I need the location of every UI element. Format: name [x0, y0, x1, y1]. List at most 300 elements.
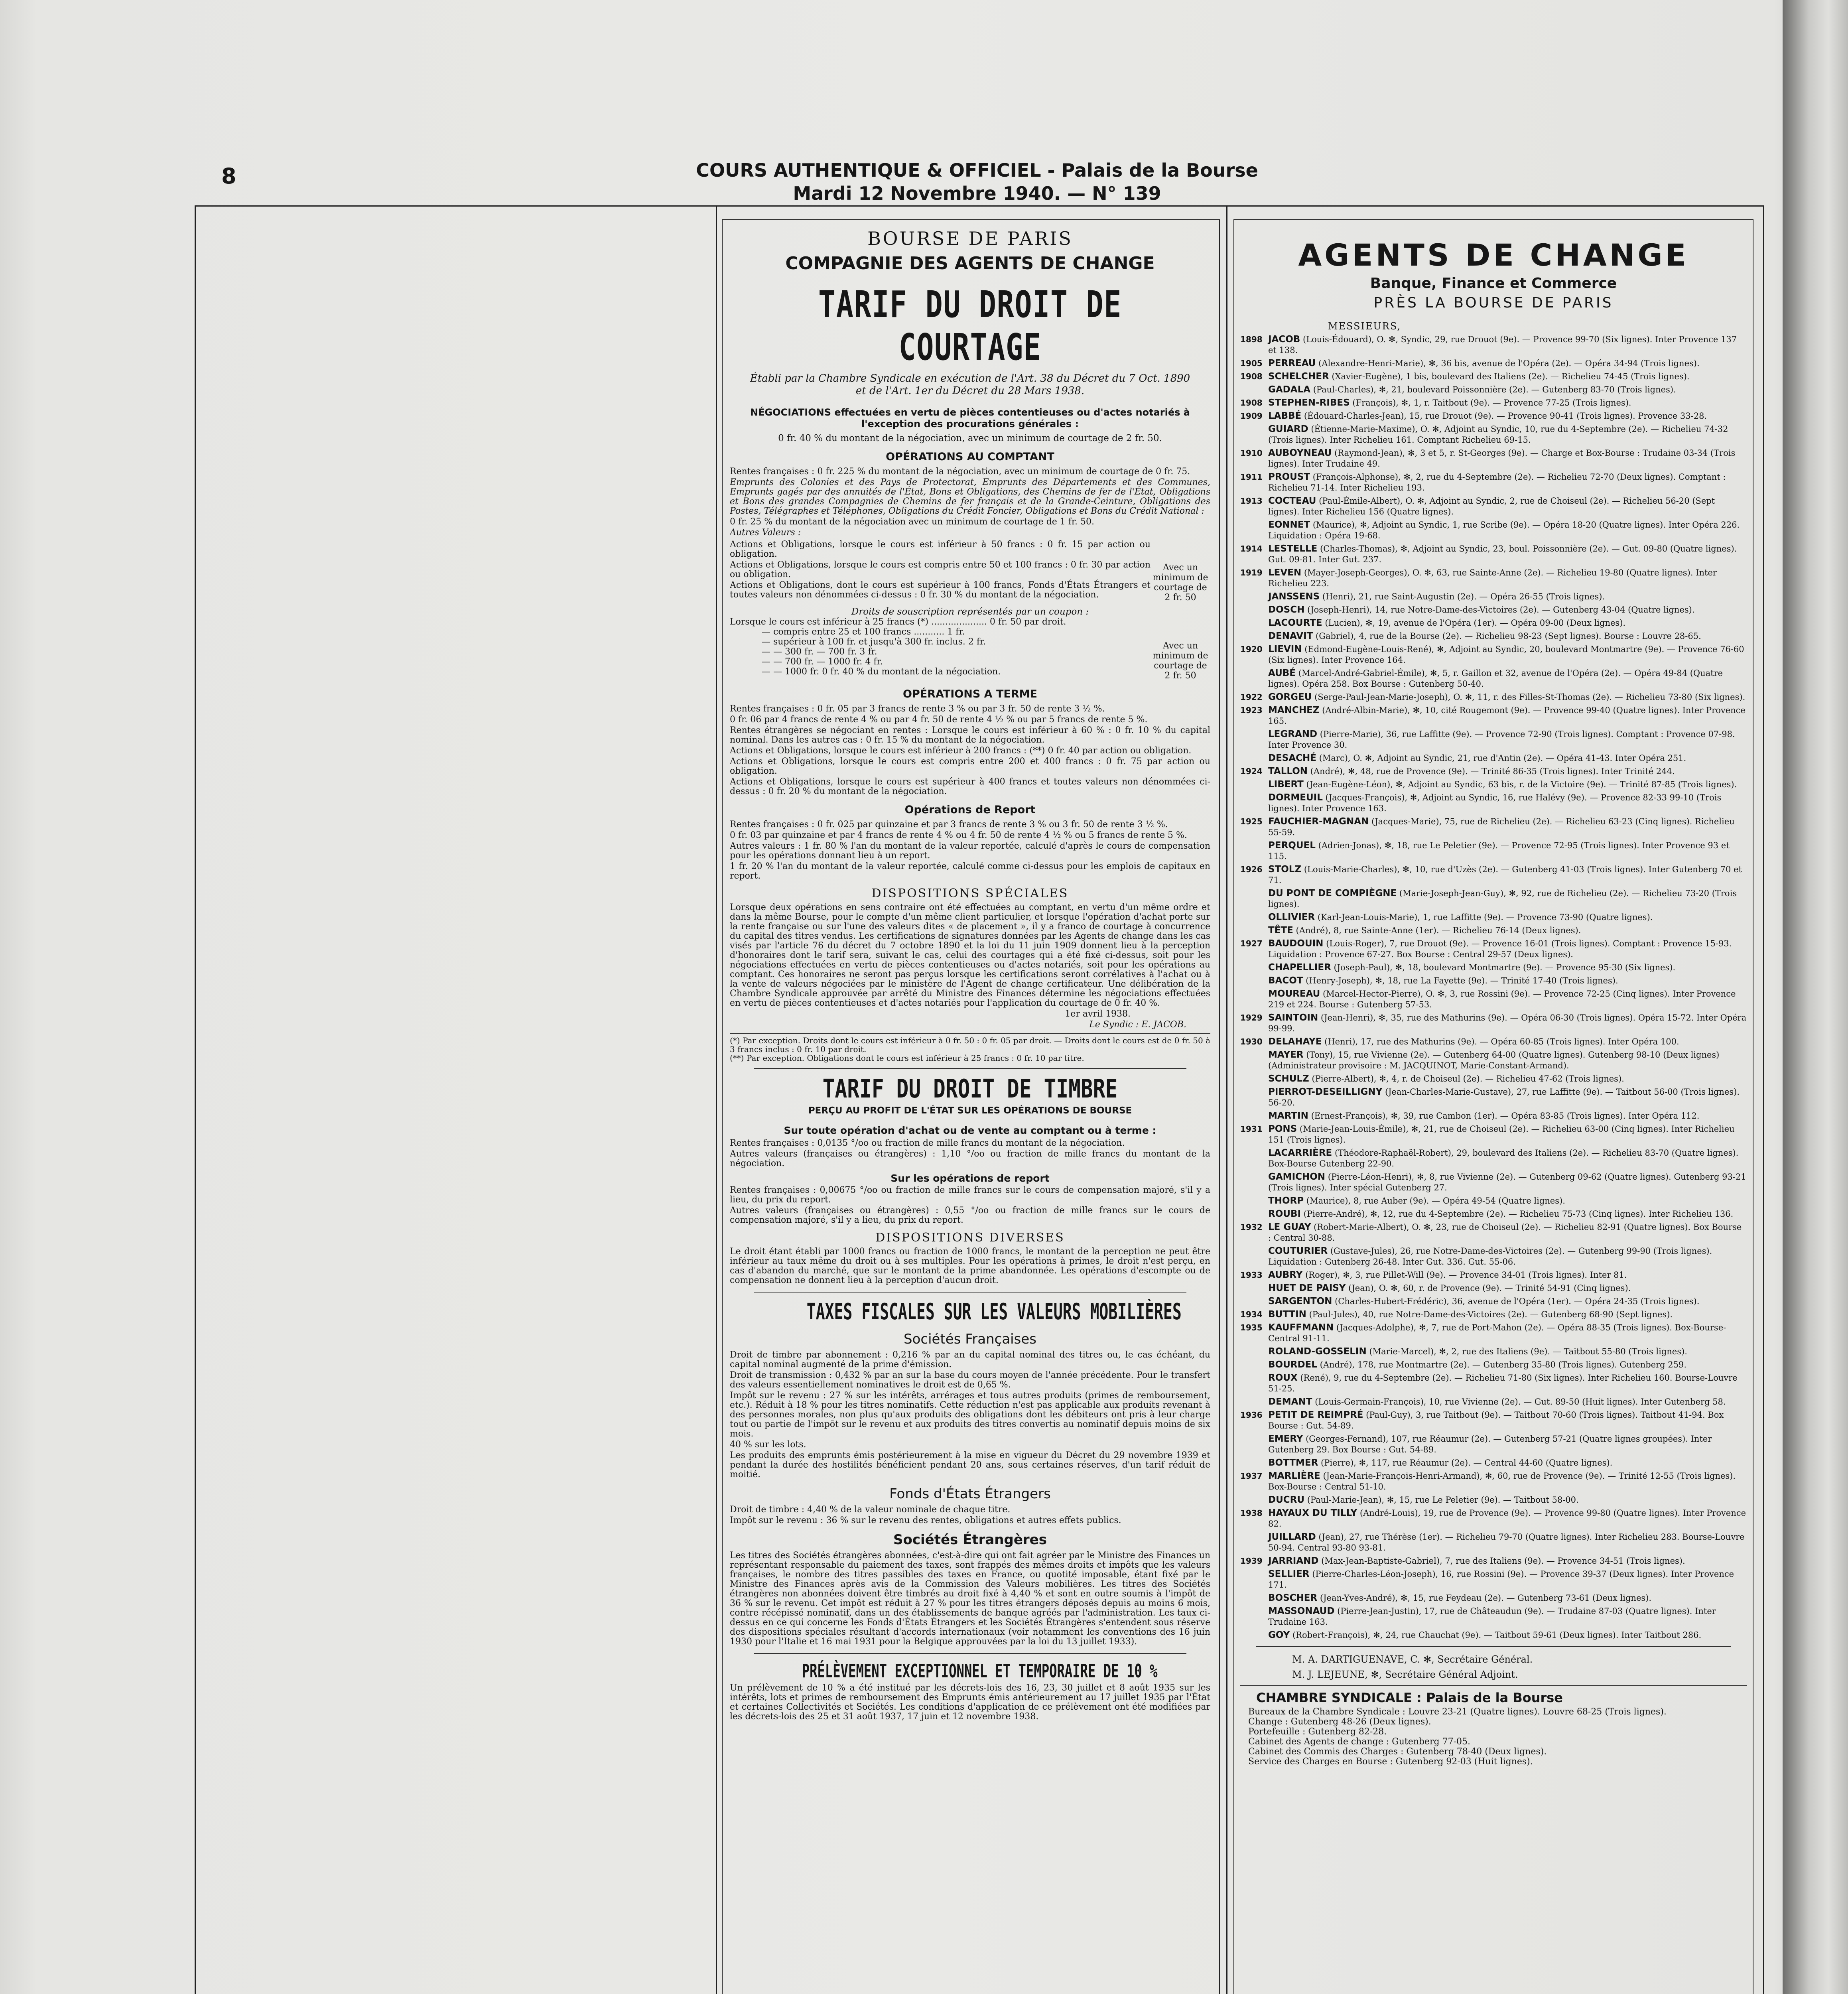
timbre-h1: Sur toute opération d'achat ou de vente au comptant ou à terme :	[784, 1125, 1156, 1136]
agent-details: (Jean-Yves-André), ✻, 15, rue Feydeau (2e). — Gutenberg 73-61 (Deux lignes).	[1320, 1593, 1652, 1603]
prelevement-text: Un prélèvement de 10 % a été institué par les décrets-lois des 16, 23, 30 juillet et 8 août 1935 sur les intérêts, lots et primes de remboursement des Emprunts émis antérieurement au 17 juillet 1935 par l'État et certaines Collectivités et Sociétés. Les conditions d'application de ce prélèvement ont été modifiées par les décrets-lois des 25 et 31 août 1937, 17 juin et 12 novembre 1938.	[730, 1683, 1210, 1722]
agent-year: 1939	[1240, 1556, 1263, 1566]
agent-entry	[1240, 1593, 1747, 1604]
comptant-p6: Actions et Obligations, lorsque le cours est compris entre 50 et 100 francs : 0 fr. 30 par action ou obligation.	[730, 560, 1151, 579]
comptant-p2: Emprunts des Colonies et des Pays de Protectorat, Emprunts des Départements et des Communes, Emprunts gagés par des annuités de l'État, Bons et Obligations, des Chemins de fer de l'État, Obligations et Bons des grandes Compagnies de Chemins de fer français et de la Grande-Ceinture, Obligations des Postes, Télégraphes et Téléphones, Obligations du Crédit Foncier, Obligations et Bons du Crédit National :	[730, 477, 1210, 516]
agent-details: (Raymond-Jean), ✻, 3 et 5, r. St-Georges (9e). — Charge et Box-Bourse : Trudaine 03-34 (Trois lignes). Inter Trudaine 49.	[1268, 448, 1736, 469]
agent-entry	[1240, 1036, 1747, 1047]
agent-name: SARGENTON	[1268, 1296, 1332, 1306]
agent-details: (Paul-Guy), 3, rue Taitbout (9e). — Taitbout 70-60 (Trois lignes). Taitbout 41-94. Box Bourse : Gut. 54-89.	[1268, 1410, 1724, 1430]
agent-year: 1929	[1240, 1013, 1263, 1023]
agent-name: MARTIN	[1268, 1111, 1308, 1121]
agent-details: (André-Albin-Marie), ✻, 10, cité Rougemont (9e). — Provence 99-40 (Quatre lignes). Inter Provence 165.	[1268, 705, 1746, 726]
agent-name: ROUX	[1268, 1373, 1298, 1383]
coupon-rows	[730, 617, 1151, 681]
agent-year: 1938	[1240, 1508, 1263, 1518]
negociations-heading: NÉGOCIATIONS effectuées en vertu de pièces contentieuses ou d'actes notariés à l'exception des procurations générales :	[750, 407, 1190, 430]
agent-entry	[1240, 705, 1747, 727]
agent-entry	[1240, 840, 1747, 862]
agent-details: (François), ✻, 1, r. Taitbout (9e). — Provence 77-25 (Trois lignes).	[1352, 398, 1631, 408]
coupon-group	[730, 617, 1210, 681]
agent-year: 1932	[1240, 1222, 1263, 1232]
right-column	[1240, 225, 1747, 1994]
agent-entry	[1240, 1209, 1747, 1220]
agent-name: GUIARD	[1268, 424, 1308, 434]
agent-details: (Louis-Édouard), O. ✻, Syndic, 29, rue Drouot (9e). — Provence 99-70 (Six lignes). Inter Provence 137 et 138.	[1268, 335, 1737, 355]
agent-name: DORMEUIL	[1268, 792, 1323, 803]
agent-entry	[1240, 1397, 1747, 1407]
chambre-syndicale-title: CHAMBRE SYNDICALE : Palais de la Bourse	[1256, 1690, 1563, 1705]
agent-entry	[1240, 371, 1747, 382]
agent-entry	[1240, 1270, 1747, 1281]
agent-details: (Jacques-François), ✻, Adjoint au Syndic, 16, rue Halévy (9e). — Provence 82-33 99-10 (Trois lignes). Inter Provence 163.	[1268, 793, 1722, 813]
header-date: Mardi 12 Novembre 1940. — N° 139	[793, 183, 1161, 204]
timbre-h2: Sur les opérations de report	[891, 1172, 1050, 1184]
agent-details: (Maurice), ✻, Adjoint au Syndic, 1, rue Scribe (9e). — Opéra 18-20 (Quatre lignes). Inter Opéra 226. Liquidation : Opéra 19-68.	[1268, 520, 1740, 540]
coupon-row: — — 700 fr. — 1000 fr. 4 fr.	[762, 657, 883, 667]
agent-details: (Louis-Marie-Charles), ✻, 10, rue d'Uzès (2e). — Gutenberg 41-03 (Trois lignes). Inter Gutenberg 70 et 71.	[1268, 865, 1742, 885]
agent-name: BACOT	[1268, 975, 1303, 986]
agent-year: 1911	[1240, 472, 1263, 482]
agent-details: (François-Alphonse), ✻, 2, rue du 4-Septembre (2e). — Richelieu 72-70 (Deux lignes). Comptant : Richelieu 71-14. Inter Richelieu 193.	[1268, 472, 1726, 493]
agent-details: (Marcel-André-Gabriel-Émile), ✻, 5, r. Gaillon et 32, avenue de l'Opéra (2e). — Opéra 49-84 (Quatre lignes). Opéra 258. Box Bourse : Gutenberg 50-40.	[1268, 668, 1723, 689]
agent-name: PONS	[1268, 1124, 1297, 1134]
agent-name: TÊTE	[1268, 925, 1293, 936]
dispositions-speciales-heading: DISPOSITIONS SPÉCIALES	[871, 887, 1069, 900]
agent-name: SAINTOIN	[1268, 1013, 1318, 1023]
agent-entry	[1240, 1569, 1747, 1590]
timbre-p4: Autres valeurs (françaises ou étrangères) : 0,55 °/oo ou fraction de mille francs sur le cours de compensation majoré, s'il y a lieu, du prix du report.	[730, 1206, 1210, 1225]
agent-details: (Jean-Marie-François-Henri-Armand), ✻, 60, rue de Provence (9e). — Trinité 12-55 (Trois lignes). Box-Bourse : Central 51-10.	[1268, 1471, 1736, 1492]
agent-year: 1914	[1240, 544, 1263, 554]
agent-details: (Paul-Charles), ✻, 21, boulevard Poissonnière (2e). — Gutenberg 83-70 (Trois lignes).	[1313, 385, 1676, 394]
agent-entry	[1240, 411, 1747, 422]
agent-name: HAYAUX DU TILLY	[1268, 1508, 1357, 1518]
agent-name: PROUST	[1268, 472, 1310, 482]
agent-details: (Jean-Henri), ✻, 35, rue des Mathurins (9e). — Opéra 06-30 (Trois lignes). Opéra 15-72. Inter Opéra 99-99.	[1268, 1013, 1747, 1033]
agent-name: PETIT DE REIMPRÉ	[1268, 1410, 1363, 1420]
agent-name: THORP	[1268, 1196, 1304, 1206]
courtage-sub1: Établi par la Chambre Syndicale en exécution de l'Art. 38 du Décret du 7 Oct. 1890	[750, 372, 1190, 384]
terme-heading: OPÉRATIONS A TERME	[903, 688, 1037, 700]
agent-entry	[1240, 358, 1747, 369]
agent-name: LESTELLE	[1268, 544, 1318, 554]
agent-entry	[1240, 1148, 1747, 1169]
agent-entry	[1240, 989, 1747, 1010]
agent-name: LEGRAND	[1268, 729, 1318, 739]
coupon-row: — — 300 fr. — 700 fr. 3 fr.	[762, 647, 877, 657]
chambre-line: Portefeuille : Gutenberg 82-28.	[1248, 1727, 1387, 1737]
comptant-group	[730, 539, 1210, 603]
agent-entry	[1240, 1124, 1747, 1145]
agent-year: 1927	[1240, 939, 1263, 948]
agent-year: 1922	[1240, 692, 1263, 702]
agent-year: 1934	[1240, 1310, 1263, 1319]
taxes-para: Droit de timbre par abonnement : 0,216 % par an du capital nominal des titres ou, le cas échéant, du capital nominal augmenté de la prime d'émission.	[730, 1350, 1210, 1369]
agent-entry	[1240, 1434, 1747, 1455]
agent-details: (Pierre-Charles-Léon-Joseph), 16, rue Rossini (9e). — Provence 39-37 (Deux lignes). Inter Provence 171.	[1268, 1569, 1734, 1590]
agent-name: GAMICHON	[1268, 1172, 1326, 1182]
agent-details: (Lucien), ✻, 19, avenue de l'Opéra (1er). — Opéra 09-00 (Deux lignes).	[1325, 618, 1626, 628]
divider	[1256, 1646, 1731, 1647]
agent-details: (Charles-Hubert-Frédéric), 36, avenue de l'Opéra (1er). — Opéra 24-35 (Trois lignes).	[1335, 1296, 1700, 1306]
dispositions-diverses-heading: DISPOSITIONS DIVERSES	[875, 1231, 1065, 1245]
agent-name: KAUFFMANN	[1268, 1322, 1334, 1333]
agent-details: (Mayer-Joseph-Georges), O. ✻, 63, rue Sainte-Anne (2e). — Richelieu 19-80 (Quatre lignes). Inter Richelieu 223.	[1268, 568, 1717, 588]
agent-year: 1898	[1240, 335, 1263, 344]
agent-entry	[1240, 591, 1747, 602]
timbre-p2: Autres valeurs (françaises ou étrangères) : 1,10 °/oo ou fraction de mille francs du montant de la négociation.	[730, 1149, 1210, 1168]
agent-entry	[1240, 334, 1747, 356]
agent-year: 1937	[1240, 1471, 1263, 1481]
agent-list	[1240, 334, 1747, 1641]
comptant-heading: OPÉRATIONS AU COMPTANT	[886, 451, 1054, 463]
agent-details: (Ernest-François), ✻, 39, rue Cambon (1er). — Opéra 83-85 (Trois lignes). Inter Opéra 112.	[1311, 1111, 1700, 1121]
report-heading: Opérations de Report	[904, 804, 1036, 816]
agent-entry	[1240, 1196, 1747, 1206]
agent-name: AUBOYNEAU	[1268, 448, 1332, 458]
agent-entry	[1240, 567, 1747, 589]
agent-name: SCHULZ	[1268, 1074, 1309, 1084]
agent-entry	[1240, 618, 1747, 629]
agent-name: SCHELCHER	[1268, 371, 1329, 382]
agent-entry	[1240, 1172, 1747, 1193]
agent-name: BOTTMER	[1268, 1458, 1318, 1468]
coupon-title: Droits de souscription représentés par un coupon :	[851, 607, 1089, 617]
agent-entry	[1240, 1309, 1747, 1320]
agent-entry	[1240, 644, 1747, 666]
agent-entry	[1240, 631, 1747, 642]
agent-name: JANSSENS	[1268, 591, 1320, 602]
agent-year: 1913	[1240, 496, 1263, 506]
agent-entry	[1240, 962, 1747, 973]
divider	[730, 1033, 1210, 1034]
agent-details: (André), 8, rue Sainte-Anne (1er). — Richelieu 76-14 (Deux lignes).	[1296, 926, 1581, 935]
agent-entry	[1240, 472, 1747, 493]
report-para: Rentes françaises : 0 fr. 025 par quinzaine et par 3 francs de rente 3 % ou 3 fr. 50 de rente 3 ½ %.	[730, 820, 1168, 830]
agent-name: LE GUAY	[1268, 1222, 1311, 1232]
chambre-line: Bureaux de la Chambre Syndicale : Louvre 23-21 (Quatre lignes). Louvre 68-25 (Trois lignes).	[1248, 1707, 1667, 1717]
agent-year: 1919	[1240, 568, 1263, 577]
agent-name: DENAVIT	[1268, 631, 1313, 641]
coupon-row: — supérieur à 100 fr. et jusqu'à 300 fr. inclus. 2 fr.	[762, 637, 986, 647]
agent-name: TALLON	[1268, 766, 1308, 776]
agent-details: (Henri), 17, rue des Mathurins (9e). — Opéra 60-85 (Trois lignes). Inter Opéra 100.	[1324, 1037, 1679, 1046]
column-rule-1	[716, 205, 717, 1994]
agent-entry	[1240, 1556, 1747, 1566]
agent-year: 1924	[1240, 766, 1263, 776]
agent-entry	[1240, 692, 1747, 703]
agent-details: (Henri), 21, rue Saint-Augustin (2e). — Opéra 26-55 (Trois lignes).	[1322, 592, 1605, 601]
agent-entry	[1240, 792, 1747, 814]
terme-para: Rentes étrangères se négociant en rentes : Lorsque le cours est inférieur à 60 % : 0 fr. 10 % du capital nominal. Dans les autres cas : 0 fr. 15 % du montant de la négociation.	[730, 725, 1210, 745]
agent-details: (Edmond-Eugène-Louis-René), ✻, Adjoint au Syndic, 20, boulevard Montmartre (9e). — Provence 76-60 (Six lignes). Inter Provence 164.	[1268, 644, 1744, 665]
dispositions-date: 1er avril 1938.	[1065, 1009, 1131, 1019]
agent-details: (Henry-Joseph), ✻, 18, rue La Fayette (9e). — Trinité 17-40 (Trois lignes).	[1306, 976, 1618, 985]
agent-entry	[1240, 398, 1747, 408]
agent-details: (Robert-François), ✻, 24, rue Chauchat (9e). — Taitbout 59-61 (Deux lignes). Inter Taitbout 286.	[1292, 1630, 1702, 1640]
taxes-title: TAXES FISCALES SUR LES VALEURS MOBILIÈRES	[806, 1299, 1182, 1325]
agent-name: PIERROT-DESEILLIGNY	[1268, 1087, 1383, 1097]
agent-details: (Louis-Roger), 7, rue Drouot (9e). — Provence 16-01 (Trois lignes). Comptant : Provence 15-93. Liquidation : Provence 67-27. Box Bourse : Central 29-57 (Deux lignes).	[1268, 939, 1732, 959]
coupon-row: Lorsque le cours est inférieur à 25 francs (*) .................... 0 fr. 50 par droit.	[730, 617, 1066, 627]
agent-name: GORGEU	[1268, 692, 1312, 702]
agent-details: (Karl-Jean-Louis-Marie), 1, rue Laffitte (9e). — Provence 73-90 (Quatre lignes).	[1317, 912, 1653, 922]
agent-details: (Xavier-Eugène), 1 bis, boulevard des Italiens (2e). — Richelieu 74-45 (Trois lignes).	[1332, 372, 1690, 381]
note-1: (*) Par exception. Droits dont le cours est inférieur à 0 fr. 50 : 0 fr. 05 par droit. — Droits dont le cours est de 0 fr. 50 à 3 francs inclus : 0 fr. 10 par droit.	[730, 1036, 1210, 1054]
secretaire-general: M. A. DARTIGUENAVE, C. ✻, Secrétaire Général.	[1292, 1654, 1533, 1665]
agent-entry	[1240, 1471, 1747, 1492]
agent-details: (Pierre), ✻, 117, rue Réaumur (2e). — Central 44-60 (Quatre lignes).	[1321, 1458, 1613, 1468]
agent-details: (Maurice), 8, rue Auber (9e). — Opéra 49-54 (Quatre lignes).	[1306, 1196, 1565, 1206]
syndic-signature: Le Syndic : E. JACOB.	[1089, 1020, 1186, 1030]
comptant-p3: 0 fr. 25 % du montant de la négociation avec un minimum de courtage de 1 fr. 50.	[730, 517, 1094, 527]
agent-entry	[1240, 779, 1747, 790]
agent-name: HUET DE PAISY	[1268, 1283, 1346, 1293]
agent-year: 1930	[1240, 1037, 1263, 1046]
agent-name: MARLIÈRE	[1268, 1471, 1320, 1481]
agent-entry	[1240, 605, 1747, 615]
agent-entry	[1240, 1630, 1747, 1641]
taxes-para: 40 % sur les lots.	[730, 1440, 806, 1450]
comptant-p4: Autres Valeurs :	[730, 528, 801, 538]
agent-name: OLLIVIER	[1268, 912, 1315, 922]
agent-entry	[1240, 1532, 1747, 1553]
agent-details: (Adrien-Jonas), ✻, 18, rue Le Peletier (9e). — Provence 72-95 (Trois lignes). Inter Provence 93 et 115.	[1268, 841, 1730, 861]
agent-year: 1908	[1240, 372, 1263, 381]
taxes-para: Impôt sur le revenu : 27 % sur les intérêts, arrérages et tous autres produits (primes de remboursement, etc.). Réduit à 18 % pour les titres nominatifs. Cette réduction n'est pas applicable aux produits revenant à des personnes morales, non plus qu'aux produits des obligations dont les débiteurs ont pris à leur charge tout ou partie de l'impôt sur le revenu et aux produits des titres convertis au nominatif depuis moins de six mois.	[730, 1391, 1210, 1439]
societes-etrangeres-text: Les titres des Sociétés étrangères abonnées, c'est-à-dire qui ont fait agréer par le Ministre des Finances un représentant responsable du paiement des taxes, sont frappés des mêmes droits et impôts que les valeurs françaises, le nombre des titres passibles des taxes en France, ou quotité imposable, étant fixé par le Ministre des Finances après avis de la Commission des Valeurs mobilières. Les titres des Sociétés étrangères non abonnées doivent être timbrés au droit fixé à 4,40 % et sont en outre soumis à l'impôt de 36 % sur le revenu. Cet impôt est réduit à 27 % pour les titres étrangers déposés depuis au moins 6 mois, contre récépissé nominatif, dans un des établissements de banque agréés par l'administration. Les taux ci-dessus en ce qui concerne les Fonds d'États Étrangers et les Sociétés Étrangères s'entendent sous réserve des dispositions spéciales résultant d'accords internationaux (voir notamment les conventions des 16 juin 1930 pour l'Italie et 16 mai 1931 pour la Belgique approuvées par la loi du 13 juillet 1933).	[730, 1551, 1210, 1647]
courtage-title: TARIF DU DROIT DE COURTAGE	[818, 283, 1122, 368]
agent-details: (Jacques-Adolphe), ✻, 7, rue de Port-Mahon (2e). — Opéra 88-35 (Trois lignes). Box-Bourse-Central 91-11.	[1268, 1323, 1726, 1343]
agent-details: (Alexandre-Henri-Marie), ✻, 36 bis, avenue de l'Opéra (2e). — Opéra 34-94 (Trois lignes).	[1318, 359, 1700, 368]
agent-details: (Étienne-Marie-Maxime), O. ✻, Adjoint au Syndic, 10, rue du 4-Septembre (2e). — Richelieu 74-32 (Trois lignes). Inter Richelieu 161. Comptant Richelieu 69-15.	[1268, 424, 1728, 445]
header-title: COURS AUTHENTIQUE & OFFICIEL - Palais de la Bourse	[696, 160, 1258, 181]
agent-entry	[1240, 753, 1747, 764]
agent-details: (Pierre-Albert), ✻, 4, r. de Choiseul (2e). — Richelieu 47-62 (Trois lignes).	[1312, 1074, 1624, 1084]
comptant-minimum: Avec un minimum de courtage de 2 fr. 50	[1153, 563, 1208, 603]
agent-details: (Édouard-Charles-Jean), 15, rue Drouot (9e). — Provence 90-41 (Trois lignes). Provence 33-28.	[1304, 411, 1707, 421]
agent-name: DESACHÉ	[1268, 753, 1317, 763]
agent-details: (Marie-Joseph-Jean-Guy), ✻, 92, rue de Richelieu (2e). — Richelieu 73-20 (Trois lignes).	[1268, 889, 1737, 909]
timbre-subtitle: PERÇU AU PROFIT DE L'ÉTAT SUR LES OPÉRATIONS DE BOURSE	[808, 1105, 1132, 1116]
agent-entry	[1240, 1373, 1747, 1394]
agent-entry	[1240, 424, 1747, 445]
chambre-line: Service des Charges en Bourse : Gutenberg 92-03 (Huit lignes).	[1248, 1757, 1533, 1767]
agent-entry	[1240, 668, 1747, 690]
agent-entry	[1240, 448, 1747, 469]
agent-name: MANCHEZ	[1268, 705, 1320, 715]
report-para: Autres valeurs : 1 fr. 80 % l'an du montant de la valeur reportée, calculé d'après le cours de compensation pour les opérations donnant lieu à un report.	[730, 841, 1210, 861]
agent-name: JARRIAND	[1268, 1556, 1319, 1566]
agent-details: (Marcel-Hector-Pierre), O. ✻, 3, rue Rossini (9e). — Provence 72-25 (Cinq lignes). Inter Provence 219 et 224. Bourse : Gutenberg 57-53.	[1268, 989, 1736, 1009]
agent-entry	[1240, 1410, 1747, 1431]
bourse-heading: BOURSE DE PARIS	[867, 228, 1073, 249]
agent-name: EMERY	[1268, 1434, 1303, 1444]
agent-entry	[1240, 1360, 1747, 1370]
column-rule-2	[1226, 205, 1227, 1994]
divider	[754, 1292, 1186, 1293]
agent-year: 1908	[1240, 398, 1263, 408]
agent-name: DU PONT DE COMPIÈGNE	[1268, 888, 1397, 898]
agent-year: 1935	[1240, 1323, 1263, 1332]
agent-details: (Charles-Thomas), ✻, Adjoint au Syndic, 23, boul. Poissonnière (2e). — Gut. 09-80 (Quatre lignes). Gut. 09-81. Inter Gut. 237.	[1268, 544, 1737, 564]
societes-francaises-heading: Sociétés Françaises	[904, 1331, 1036, 1347]
divider	[754, 1653, 1186, 1654]
taxes-para: Les produits des emprunts émis postérieurement à la mise en vigueur du Décret du 29 novembre 1939 et pendant la durée des hostilités bénéficient pendant 20 ans, sous certaines réserves, d'un tarif réduit de moitié.	[730, 1450, 1210, 1480]
agent-name: JACOB	[1268, 334, 1300, 345]
fonds-p1: Droit de timbre : 4,40 % de la valeur nominale de chaque titre.	[730, 1505, 1011, 1515]
agent-entry	[1240, 888, 1747, 910]
agent-year: 1920	[1240, 644, 1263, 654]
agent-entry	[1240, 1222, 1747, 1243]
agent-name: STEPHEN-RIBES	[1268, 398, 1350, 408]
agent-name: LEVEN	[1268, 567, 1302, 578]
coupon-row: — compris entre 25 et 100 francs ........... 1 fr.	[762, 627, 965, 637]
chambre-line: Cabinet des Commis des Charges : Gutenberg 78-40 (Deux lignes).	[1248, 1747, 1547, 1757]
agent-details: (Tony), 15, rue Vivienne (2e). — Gutenberg 64-00 (Quatre lignes). Gutenberg 98-10 (Deux lignes) (Administrateur provisoire : M. JACQUINOT, Marie-Constant-Armand).	[1268, 1050, 1720, 1070]
agent-details: (Roger), ✻, 3, rue Pillet-Will (9e). — Provence 34-01 (Trois lignes). Inter 81.	[1305, 1270, 1627, 1280]
agent-entry	[1240, 729, 1747, 751]
agent-name: GOY	[1268, 1630, 1290, 1640]
agent-details: (Paul-Émile-Albert), O. ✻, Adjoint au Syndic, 2, rue de Choiseul (2e). — Richelieu 56-20 (Sept lignes). Inter Richelieu 156 (Quatre lignes).	[1268, 496, 1715, 516]
terme-para: Actions et Obligations, lorsque le cours est supérieur à 400 francs et toutes valeurs non dénommées ci-dessus : 0 fr. 20 % du montant de la négociation.	[730, 777, 1210, 796]
company-heading: COMPAGNIE DES AGENTS DE CHANGE	[785, 253, 1155, 274]
agent-year: 1931	[1240, 1124, 1263, 1134]
agents-subtitle: Banque, Finance et Commerce	[1370, 275, 1617, 292]
agent-entry	[1240, 925, 1747, 936]
agent-year: 1909	[1240, 411, 1263, 421]
divider	[754, 1068, 1186, 1069]
agent-year: 1926	[1240, 865, 1263, 874]
agent-name: DEMANT	[1268, 1397, 1312, 1407]
agent-details: (Joseph-Henri), 14, rue Notre-Dame-des-Victoires (2e). — Gutenberg 43-04 (Quatre lignes).	[1307, 605, 1695, 615]
terme-para: Actions et Obligations, lorsque le cours est inférieur à 200 francs : (**) 0 fr. 40 par action ou obligation.	[730, 746, 1192, 756]
middle-column	[730, 225, 1210, 1994]
timbre-p1: Rentes françaises : 0,0135 °/oo ou fraction de mille francs du montant de la négociation.	[730, 1138, 1125, 1148]
negociations-text: 0 fr. 40 % du montant de la négociation, avec un minimum de courtage de 2 fr. 50.	[778, 433, 1162, 443]
agent-name: PERQUEL	[1268, 840, 1316, 851]
agent-name: ROLAND-GOSSELIN	[1268, 1346, 1367, 1357]
agent-entry	[1240, 1458, 1747, 1468]
agent-details: (René), 9, rue du 4-Septembre (2e). — Richelieu 71-80 (Six lignes). Inter Richelieu 160. Bourse-Louvre 51-25.	[1268, 1373, 1738, 1393]
agent-details: (Serge-Paul-Jean-Marie-Joseph), O. ✻, 11, r. des Filles-St-Thomas (2e). — Richelieu 73-80 (Six lignes).	[1314, 692, 1746, 702]
agent-entry	[1240, 1074, 1747, 1084]
agent-entry	[1240, 384, 1747, 395]
agents-subtitle-2: PRÈS LA BOURSE DE PARIS	[1373, 295, 1614, 311]
dispositions-speciales-text: Lorsque deux opérations en sens contraire ont été effectuées au comptant, en vertu d'un même ordre et dans la même Bourse, pour le compte d'un même client particulier, et lorsque l'opération d'achat porte sur la rente française ou sur l'une des valeurs dites « de placement », il y a franco de courtage à concurrence du capital des titres vendus. Les certifications de signatures données par les Agents de change dans les cas visés par l'article 76 du décret du 7 octobre 1890 et la loi du 11 juin 1909 donnent lieu à la perception d'honoraires dont le tarif sera, suivant le cas, celui des courtages qui a été fixé ci-dessus, soit pour les négociations effectuées en vertu de pièces contentieuses ou d'actes notariés, soit pour les opérations au comptant. Ces honoraires ne seront pas perçus lorsque les certifications seront corrélatives à l'achat ou à la vente de valeurs négociées par le ministère de l'Agent de change certificateur. Une délibération de la Chambre Syndicale approuvée par arrêté du Ministre des Finances détermine les négociations effectuées en vertu de pièces contentieuses et d'actes notariés pour l'application du courtage de 0 fr. 40 %.	[730, 902, 1210, 1008]
agent-year: 1925	[1240, 817, 1263, 826]
societes-etrangeres-heading: Sociétés Étrangères	[893, 1532, 1047, 1548]
agent-name: DUCRU	[1268, 1495, 1305, 1505]
timbre-title: TARIF DU DROIT DE TIMBRE	[822, 1074, 1118, 1104]
agent-details: (Robert-Marie-Albert), O. ✻, 23, rue de Choiseul (2e). — Richelieu 82-91 (Quatre lignes). Box Bourse : Central 30-88.	[1268, 1222, 1742, 1243]
agent-name: LIBERT	[1268, 779, 1304, 790]
agent-name: BOURDEL	[1268, 1360, 1317, 1370]
agent-name: COCTEAU	[1268, 496, 1316, 506]
agent-entry	[1240, 1296, 1747, 1307]
agent-entry	[1240, 975, 1747, 986]
agent-name: JUILLARD	[1268, 1532, 1316, 1542]
agent-entry	[1240, 1283, 1747, 1294]
agent-details: (Louis-Germain-François), 10, rue Vivienne (2e). — Gut. 89-50 (Huit lignes). Inter Gutenberg 58.	[1315, 1397, 1726, 1407]
timbre-p3: Rentes françaises : 0,00675 °/oo ou fraction de mille francs sur le cours de compensation majoré, s'il y a lieu, du prix du report.	[730, 1185, 1210, 1205]
agent-details: (Pierre-Jean-Justin), 17, rue de Châteaudun (9e). — Trudaine 87-03 (Quatre lignes). Inter Trudaine 163.	[1268, 1606, 1716, 1627]
agent-details: (Pierre-Léon-Henri), ✻, 8, rue Vivienne (2e). — Gutenberg 09-62 (Quatre lignes). Gutenberg 93-21 (Trois lignes). Inter spécial Gutenberg 27.	[1268, 1172, 1746, 1192]
agent-entry	[1240, 1111, 1747, 1121]
agent-details: (André), ✻, 48, rue de Provence (9e). — Trinité 86-35 (Trois lignes). Inter Trinité 244.	[1310, 766, 1675, 776]
agent-entry	[1240, 1495, 1747, 1505]
agent-year: 1910	[1240, 448, 1263, 458]
agent-entry	[1240, 1606, 1747, 1628]
agent-name: GADALA	[1268, 384, 1311, 395]
agent-details: (Jean), O. ✻, 60, r. de Provence (9e). — Trinité 54-91 (Cinq lignes).	[1348, 1283, 1631, 1293]
agent-details: (Théodore-Raphaël-Robert), 29, boulevard des Italiens (2e). — Richelieu 83-70 (Quatre lignes). Box-Bourse Gutenberg 22-90.	[1268, 1148, 1739, 1168]
agent-name: EONNET	[1268, 520, 1310, 530]
page-number: 8	[221, 164, 236, 189]
chambre-line: Cabinet des Agents de change : Gutenberg 77-05.	[1248, 1737, 1471, 1747]
prelevement-title: PRÉLÈVEMENT EXCEPTIONNEL ET TEMPORAIRE DE 10 %	[802, 1660, 1158, 1682]
chambre-line: Change : Gutenberg 48-26 (Deux lignes).	[1248, 1717, 1431, 1727]
agent-details: (Jean-Eugène-Léon), ✻, Adjoint au Syndic, 63 bis, r. de la Victoire (9e). — Trinité 87-85 (Trois lignes).	[1306, 780, 1737, 789]
agents-title: AGENTS DE CHANGE	[1298, 237, 1689, 273]
agent-name: STOLZ	[1268, 864, 1302, 875]
agent-name: PERREAU	[1268, 358, 1316, 368]
agent-year: 1936	[1240, 1410, 1263, 1420]
agent-details: (Marie-Jean-Louis-Émile), ✻, 21, rue de Choiseul (2e). — Richelieu 63-00 (Cinq lignes). Inter Richelieu 151 (Trois lignes).	[1268, 1124, 1735, 1145]
page-header	[638, 159, 1316, 205]
dispositions-diverses-text: Le droit étant établi par 1000 francs ou fraction de 1000 francs, le montant de la perception ne peut être inférieur au taux même du droit ou à ses multiples. Pour les opérations à primes, le droit n'est perçu, en cas d'abandon du marché, que sur le montant de la prime abandonnée. Les opérations d'escompte ou de compensation ne donnent lieu à la perception d'aucun droit.	[730, 1247, 1210, 1285]
agent-name: LIEVIN	[1268, 644, 1302, 654]
agent-name: AUBÉ	[1268, 668, 1296, 678]
coupon-row: — — 1000 fr. 0 fr. 40 % du montant de la négociation.	[762, 667, 1001, 677]
agent-details: (Marc), O. ✻, Adjoint au Syndic, 21, rue d'Antin (2e). — Opéra 41-43. Inter Opéra 251.	[1319, 753, 1686, 763]
agent-entry	[1240, 912, 1747, 923]
report-para: 1 fr. 20 % l'an du montant de la valeur reportée, calculé comme ci-dessus pour les emplois de capitaux en report.	[730, 861, 1210, 881]
agent-name: BAUDOUIN	[1268, 938, 1324, 949]
agent-details: (Jacques-Marie), 75, rue de Richelieu (2e). — Richelieu 63-23 (Cinq lignes). Richelieu 55-59.	[1268, 817, 1735, 837]
courtage-sub2: et de l'Art. 1er du Décret du 28 Mars 1938.	[855, 385, 1085, 397]
agent-details: (Gustave-Jules), 26, rue Notre-Dame-des-Victoires (2e). — Gutenberg 99-90 (Trois lignes). Liquidation : Gutenberg 26-48. Inter Gut. 336. Gut. 55-06.	[1268, 1246, 1712, 1267]
agent-entry	[1240, 1087, 1747, 1108]
agent-details: (Paul-Marie-Jean), ✻, 15, rue Le Peletier (9e). — Taitbout 58-00.	[1307, 1495, 1579, 1505]
agent-name: ROUBI	[1268, 1209, 1301, 1219]
comptant-p1: Rentes françaises : 0 fr. 225 % du montant de la négociation, avec un minimum de courtage de 0 fr. 75.	[730, 467, 1190, 477]
agent-name: BUTTIN	[1268, 1309, 1306, 1320]
agent-entry	[1240, 1246, 1747, 1267]
agent-entry	[1240, 520, 1747, 541]
agent-details: (Marie-Marcel), ✻, 2, rue des Italiens (9e). — Taitbout 55-80 (Trois lignes).	[1369, 1347, 1687, 1356]
agent-name: AUBRY	[1268, 1270, 1303, 1280]
agent-details: (Paul-Jules), 40, rue Notre-Dame-des-Victoires (2e). — Gutenberg 68-90 (Sept lignes).	[1309, 1310, 1673, 1319]
agent-name: DELAHAYE	[1268, 1036, 1322, 1047]
terme-para: Rentes françaises : 0 fr. 05 par 3 francs de rente 3 % ou par 3 fr. 50 de rente 3 ½ %.	[730, 704, 1105, 714]
agent-entry	[1240, 1050, 1747, 1071]
agent-entry	[1240, 816, 1747, 838]
agent-details: (Jean-Charles-Marie-Gustave), 27, rue Laffitte (9e). — Taitbout 56-00 (Trois lignes). 56-20.	[1268, 1087, 1740, 1107]
next-page-edge	[1783, 0, 1848, 1994]
agent-details: (Gabriel), 4, rue de la Bourse (2e). — Richelieu 98-23 (Sept lignes). Bourse : Louvre 28-65.	[1316, 631, 1701, 641]
comptant-p5: Actions et Obligations, lorsque le cours est inférieur à 50 francs : 0 fr. 15 par action ou obligation.	[730, 540, 1151, 559]
agent-name: FAUCHIER-MAGNAN	[1268, 816, 1369, 827]
comptant-p7: Actions et Obligations, dont le cours est supérieur à 100 francs, Fonds d'États Étrangers et toutes valeurs non dénommées ci-dessus : 0 fr. 30 % du montant de la négociation.	[730, 580, 1151, 600]
agent-name: LABBÉ	[1268, 411, 1302, 421]
fonds-etats-heading: Fonds d'États Étrangers	[889, 1486, 1051, 1502]
messieurs: MESSIEURS,	[1328, 321, 1401, 332]
agent-entry	[1240, 766, 1747, 777]
agent-name: LACARRIÈRE	[1268, 1148, 1332, 1158]
agent-name: LACOURTE	[1268, 618, 1322, 628]
